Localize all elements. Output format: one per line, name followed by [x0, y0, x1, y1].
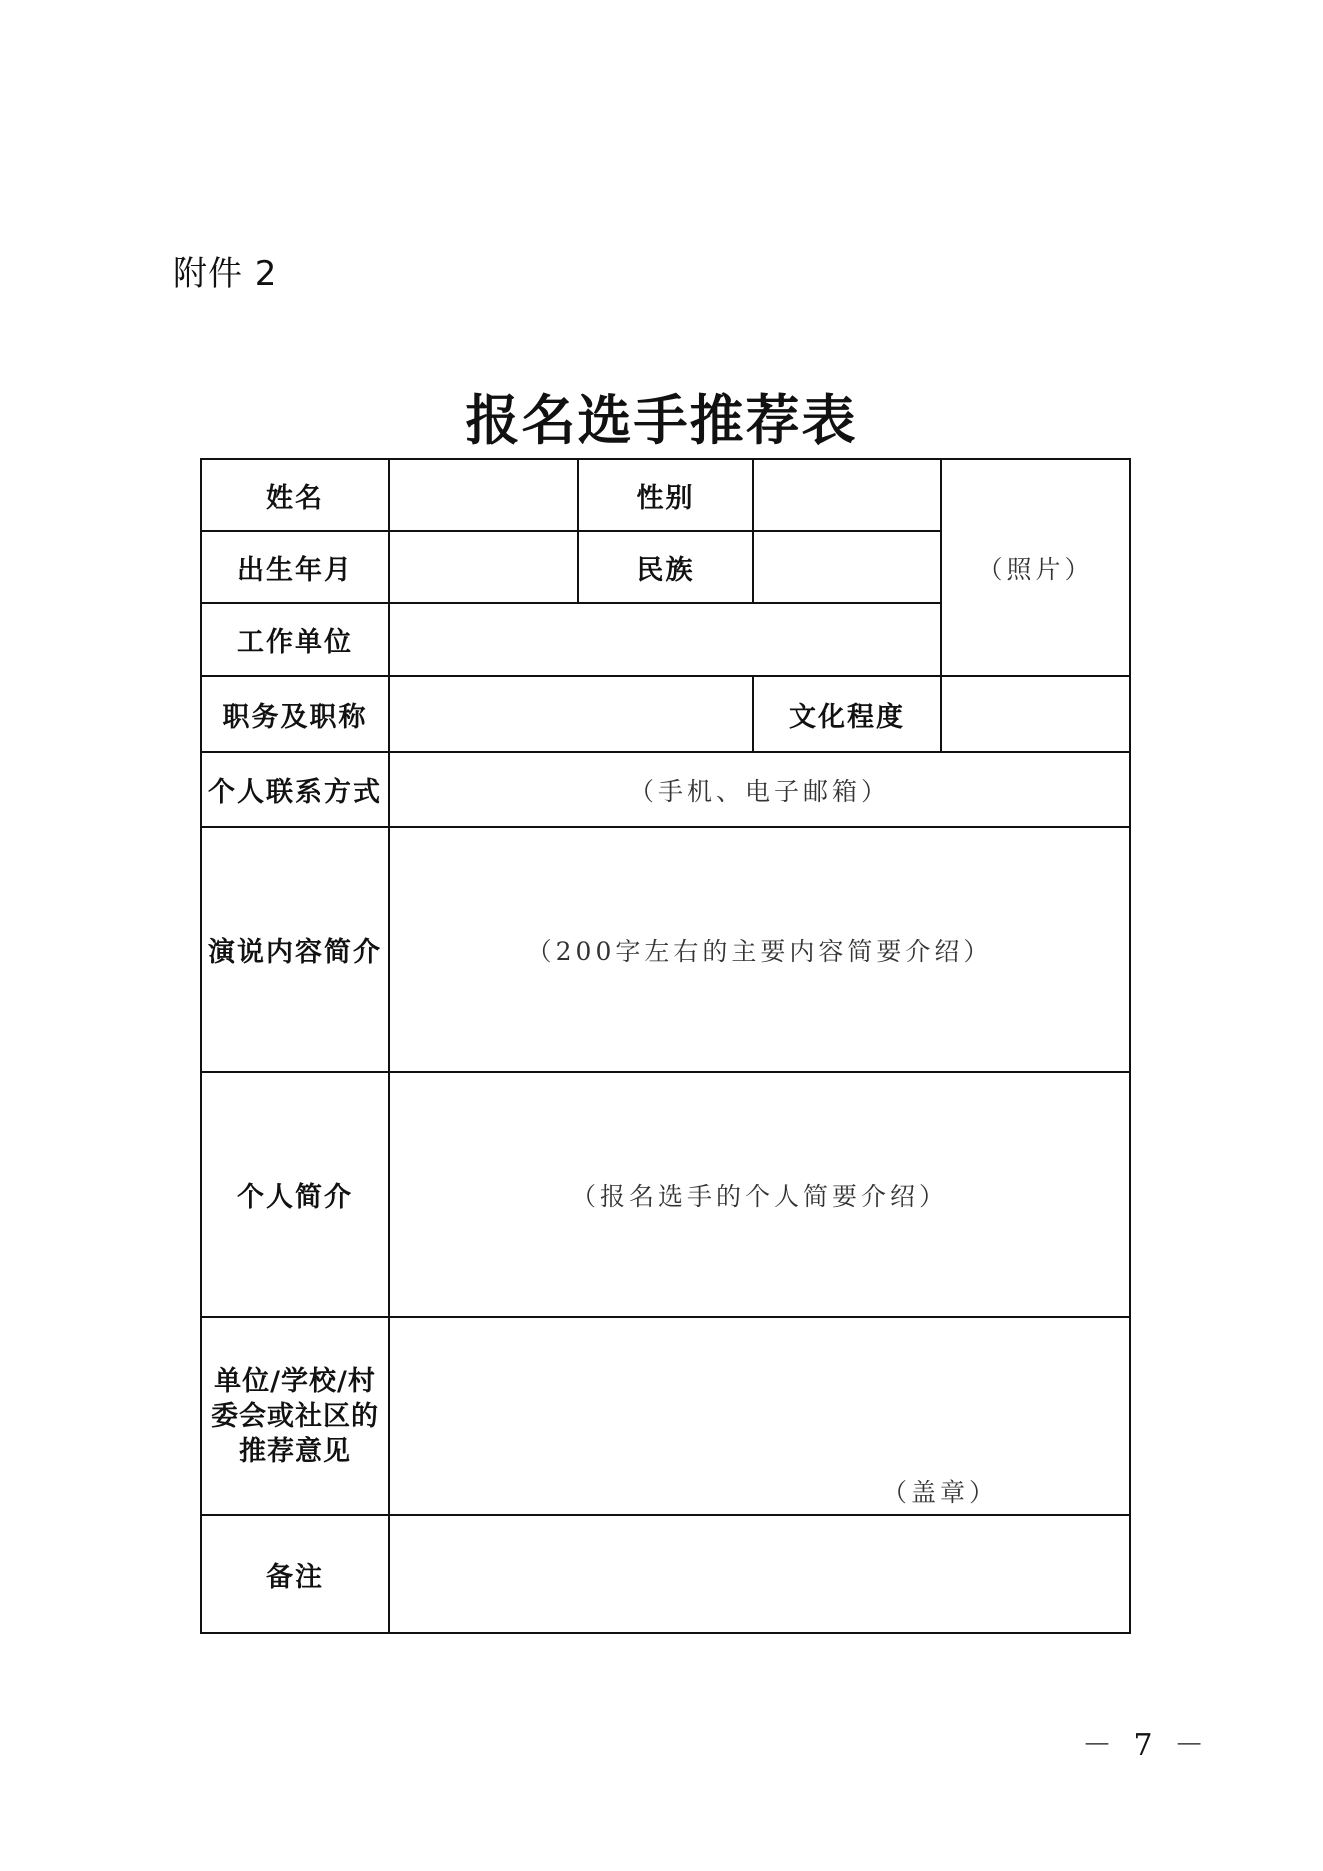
form-title: 报名选手推荐表 — [465, 388, 858, 452]
attachment-label: 附件 2 — [173, 254, 278, 294]
bio-hint: （报名选手的个人简要介绍） — [570, 1181, 948, 1211]
ethnicity-label: 民族 — [578, 531, 753, 603]
bio-label: 个人简介 — [201, 1072, 389, 1317]
contact-field[interactable] — [389, 752, 1130, 827]
page-number: － 7 － — [1082, 1728, 1211, 1763]
speech-hint: （200字左右的主要内容简要介绍） — [526, 936, 993, 966]
gender-label: 性别 — [578, 459, 753, 531]
remarks-field[interactable] — [389, 1515, 1130, 1633]
recommend-label-line-2: 委会或社区的 — [211, 1400, 379, 1432]
photo-box[interactable] — [941, 459, 1130, 676]
contact-label: 个人联系方式 — [201, 752, 389, 827]
education-label: 文化程度 — [753, 676, 941, 752]
gender-field[interactable] — [753, 459, 941, 531]
recommendation-form-table — [200, 458, 1131, 1634]
birth-field[interactable] — [389, 531, 578, 603]
employer-label: 工作单位 — [201, 603, 389, 676]
birth-label: 出生年月 — [201, 531, 389, 603]
recommend-field[interactable] — [389, 1317, 1130, 1515]
recommend-label-line-1: 单位/学校/村 — [214, 1365, 376, 1397]
contact-hint: （手机、电子邮箱） — [628, 776, 890, 806]
name-label: 姓名 — [201, 459, 389, 531]
position-label: 职务及职称 — [201, 676, 389, 752]
employer-field[interactable] — [389, 603, 941, 676]
position-field[interactable] — [389, 676, 753, 752]
recommend-label — [201, 1317, 389, 1515]
recommend-label-line-3: 推荐意见 — [239, 1435, 351, 1467]
ethnicity-field[interactable] — [753, 531, 941, 603]
bio-field[interactable] — [389, 1072, 1130, 1317]
remarks-label: 备注 — [201, 1515, 389, 1633]
photo-hint: （照片） — [977, 554, 1094, 584]
name-field[interactable] — [389, 459, 578, 531]
speech-field[interactable] — [389, 827, 1130, 1072]
education-field[interactable] — [941, 676, 1130, 752]
speech-label: 演说内容简介 — [201, 827, 389, 1072]
seal-hint: （盖章） — [882, 1478, 999, 1507]
